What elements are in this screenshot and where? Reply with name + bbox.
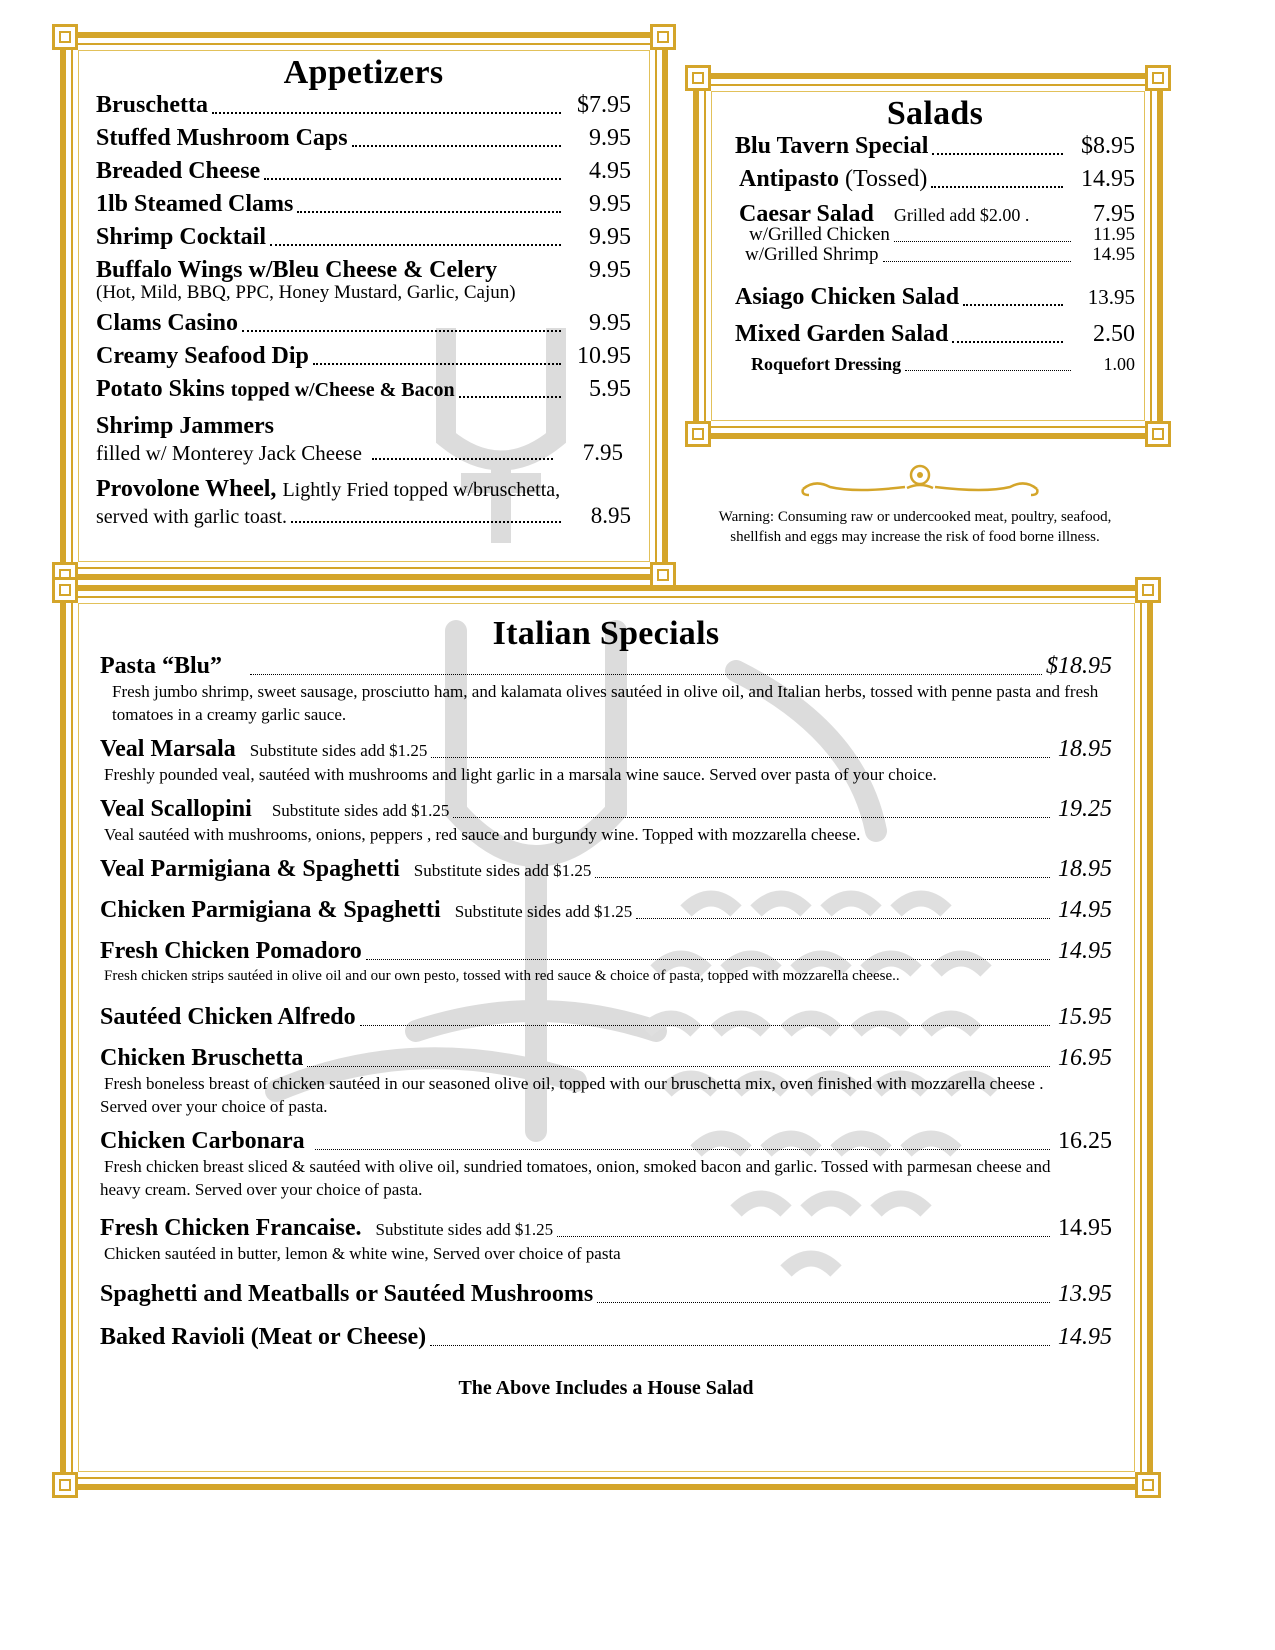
item-description: (Hot, Mild, BBQ, PPC, Honey Mustard, Garlic, Cajun) <box>96 282 516 303</box>
menu-item <box>100 1215 1112 1242</box>
item-price: 19.25 <box>1058 796 1112 822</box>
item-price: 10.95 <box>577 343 631 369</box>
item-price: 7.95 <box>1093 201 1135 227</box>
item-name: Fresh Chicken Francaise. <box>100 1215 362 1241</box>
flourish-ornament-icon <box>795 463 1045 503</box>
menu-item <box>100 1281 1112 1308</box>
leader-dots <box>352 135 561 147</box>
menu-item <box>96 343 631 370</box>
item-name: Veal Parmigiana & Spaghetti <box>100 856 400 882</box>
item-price: 14.95 <box>1058 938 1112 964</box>
item-name: Asiago Chicken Salad <box>735 284 960 310</box>
item-name: Stuffed Mushroom Caps <box>96 125 348 151</box>
item-name: Buffalo Wings w/Bleu Cheese & Celery <box>96 257 498 283</box>
frame-corner <box>1145 65 1171 91</box>
section-title: Appetizers <box>283 54 444 91</box>
item-price: 1.00 <box>1103 354 1135 374</box>
leader-dots <box>963 294 1063 306</box>
menu-item <box>100 856 1112 883</box>
menu-item-sub <box>96 503 631 529</box>
menu-item <box>96 125 631 152</box>
item-price: 14.95 <box>1058 1324 1112 1350</box>
frame-corner <box>52 577 78 603</box>
item-name: w/Grilled Chicken <box>749 224 890 245</box>
item-price: 18.95 <box>1058 856 1112 882</box>
leader-dots <box>453 806 1050 818</box>
item-note: Substitute sides add $1.25 <box>375 1220 554 1239</box>
leader-dots <box>313 353 561 365</box>
menu-item <box>100 938 1112 965</box>
menu-item <box>100 736 1112 763</box>
item-note: (Tossed) <box>845 166 928 192</box>
menu-item <box>96 191 631 218</box>
item-note: Substitute sides add $1.25 <box>454 902 633 921</box>
leader-dots <box>459 386 561 398</box>
menu-item <box>735 244 1135 266</box>
item-name: Shrimp Jammers <box>96 413 274 439</box>
frame-corner <box>650 562 676 588</box>
menu-item <box>100 1128 1112 1155</box>
menu-item <box>735 284 1135 311</box>
item-price: 2.50 <box>1093 321 1135 347</box>
item-name: Pasta “Blu” <box>100 653 223 679</box>
item-name: Chicken Carbonara <box>100 1128 305 1154</box>
item-price: 9.95 <box>589 125 631 151</box>
item-name: Mixed Garden Salad <box>735 321 949 347</box>
leader-dots <box>264 168 561 180</box>
leader-dots <box>212 102 561 114</box>
item-description: Fresh chicken breast sliced & sautéed with olive oil, sundried tomatoes, onion, smoked bacon and garlic. Tossed with parmesan cheese and heavy cream. Served over your choice of pasta. <box>100 1157 1051 1199</box>
menu-item <box>100 1004 1112 1031</box>
item-name: Chicken Parmigiana & Spaghetti <box>100 897 441 923</box>
frame-corner <box>650 24 676 50</box>
leader-dots <box>595 866 1050 878</box>
item-name: Shrimp Cocktail <box>96 224 267 250</box>
menu-item <box>96 310 631 337</box>
item-name: w/Grilled Shrimp <box>745 244 879 265</box>
leader-dots <box>430 1334 1050 1346</box>
leader-dots <box>315 1138 1050 1150</box>
italian-specials-panel <box>60 585 1153 1490</box>
leader-dots <box>636 907 1050 919</box>
menu-item <box>96 224 631 251</box>
item-name: Blu Tavern Special <box>735 133 929 159</box>
item-name: Veal Scallopini <box>100 796 252 822</box>
leader-dots <box>905 362 1071 371</box>
salads-list <box>735 95 1135 375</box>
menu-item <box>96 413 631 440</box>
menu-item <box>100 897 1112 924</box>
frame-corner <box>1135 1472 1161 1498</box>
item-name: Potato Skins <box>96 376 225 402</box>
frame-corner <box>1135 577 1161 603</box>
item-description: Veal sautéed with mushrooms, onions, peppers , red sauce and burgundy wine. Topped with mozzarella cheese. <box>104 825 861 844</box>
leader-dots <box>557 1225 1050 1237</box>
leader-dots <box>291 513 561 523</box>
item-name: Breaded Cheese <box>96 158 261 184</box>
item-price: 9.95 <box>589 191 631 217</box>
leader-dots <box>894 232 1071 242</box>
item-price: 11.95 <box>1092 224 1135 245</box>
item-name: Sautéed Chicken Alfredo <box>100 1004 356 1030</box>
item-note: Substitute sides add $1.25 <box>249 741 428 760</box>
menu-item <box>96 376 631 403</box>
frame-corner <box>685 421 711 447</box>
frame-corner <box>685 65 711 91</box>
item-description: Chicken sautéed in butter, lemon & white wine, Served over choice of pasta <box>104 1244 621 1263</box>
menu-item-sub <box>96 440 631 466</box>
menu-item <box>96 476 631 503</box>
leader-dots <box>366 948 1050 960</box>
item-price: 14.95 <box>1058 897 1112 923</box>
item-description: Fresh chicken strips sautéed in olive oil and our own pesto, tossed with red sauce & choice of pasta, topped with mozzarella cheese.. <box>104 968 900 984</box>
menu-item <box>96 158 631 185</box>
item-description: Freshly pounded veal, sautéed with mushrooms and light garlic in a marsala wine sauce. Served over pasta of your choice. <box>104 765 937 784</box>
item-price: 4.95 <box>589 158 631 184</box>
menu-item <box>735 321 1135 348</box>
leader-dots <box>250 663 1042 675</box>
menu-item <box>100 1324 1112 1351</box>
item-name: Creamy Seafood Dip <box>96 343 309 369</box>
item-price: $8.95 <box>1081 133 1135 159</box>
menu-item <box>735 133 1135 160</box>
item-name: Veal Marsala <box>100 736 236 762</box>
item-name: Clams Casino <box>96 310 239 336</box>
item-name: Fresh Chicken Pomadoro <box>100 938 362 964</box>
frame-corner <box>52 24 78 50</box>
item-description: filled w/ Monterey Jack Cheese <box>96 441 362 465</box>
item-price: 7.95 <box>582 440 623 465</box>
item-note: Substitute sides add $1.25 <box>413 861 592 880</box>
menu-item <box>735 354 1135 375</box>
menu-item <box>96 92 631 119</box>
menu-item <box>100 1045 1112 1072</box>
item-price: 16.25 <box>1058 1128 1112 1154</box>
section-title: Italian Specials <box>492 615 720 652</box>
item-description: Fresh jumbo shrimp, sweet sausage, prosciutto ham, and kalamata olives sautéed in olive oil, and Italian herbs, tossed with penne pasta and fresh tomatoes in a creamy garlic sauce. <box>112 682 1099 724</box>
item-price: 14.95 <box>1092 244 1135 265</box>
appetizers-list <box>96 54 631 529</box>
item-name: Caesar Salad <box>739 201 874 227</box>
item-name: Bruschetta <box>96 92 208 118</box>
item-note: Lightly Fried topped w/bruschetta, <box>282 479 561 501</box>
item-price: 16.95 <box>1058 1045 1112 1071</box>
item-price: 18.95 <box>1058 736 1112 762</box>
item-name: Baked Ravioli (Meat or Cheese) <box>100 1324 427 1350</box>
frame-corner <box>1145 421 1171 447</box>
item-name: 1lb Steamed Clams <box>96 191 294 217</box>
leader-dots <box>952 331 1063 343</box>
item-price: $7.95 <box>577 92 631 118</box>
item-price: 9.95 <box>589 257 631 283</box>
salads-panel <box>693 73 1163 439</box>
item-price: 9.95 <box>589 310 631 336</box>
leader-dots <box>307 1055 1050 1067</box>
leader-dots <box>931 176 1063 188</box>
item-note: topped w/Cheese & Bacon <box>230 379 455 401</box>
item-name: Antipasto <box>739 166 840 192</box>
item-price: 14.95 <box>1058 1215 1112 1241</box>
leader-dots <box>883 252 1071 262</box>
food-safety-warning: Warning: Consuming raw or undercooked meat, poultry, seafood, shellfish and eggs may increase the risk of food borne illness. <box>718 509 1112 545</box>
item-price: 8.95 <box>590 503 631 528</box>
house-salad-note: The Above Includes a House Salad <box>458 1377 754 1399</box>
item-price: 14.95 <box>1081 166 1135 192</box>
item-price: 15.95 <box>1058 1004 1112 1030</box>
leader-dots <box>372 450 553 461</box>
menu-item <box>100 796 1112 823</box>
item-name: Provolone Wheel, <box>96 476 277 502</box>
menu-item <box>100 653 1112 680</box>
menu-item <box>96 257 631 284</box>
section-title: Salads <box>886 95 984 132</box>
leader-dots <box>270 234 561 246</box>
appetizers-panel <box>60 32 668 580</box>
item-note: Substitute sides add $1.25 <box>271 801 450 820</box>
item-price: 9.95 <box>589 224 631 250</box>
item-price: $18.95 <box>1046 653 1112 679</box>
item-price: 13.95 <box>1058 1281 1112 1307</box>
item-name: Roquefort Dressing <box>751 354 902 374</box>
menu-item <box>735 224 1135 246</box>
item-description: served with garlic toast. <box>96 506 288 528</box>
leader-dots <box>431 746 1050 758</box>
item-name: Chicken Bruschetta <box>100 1045 304 1071</box>
leader-dots <box>297 201 561 213</box>
item-price: 5.95 <box>589 376 631 402</box>
item-name: Spaghetti and Meatballs or Sautéed Mushrooms <box>100 1281 594 1307</box>
italian-specials-list <box>100 615 1112 1400</box>
leader-dots <box>242 320 561 332</box>
frame-corner <box>52 1472 78 1498</box>
item-note: Grilled add $2.00 . <box>893 205 1030 225</box>
item-description: Fresh boneless breast of chicken sautéed in our seasoned olive oil, topped with our bruschetta mix, oven finished with mozzarella cheese . Served over your choice of pasta. <box>100 1074 1044 1116</box>
leader-dots <box>360 1014 1050 1026</box>
menu-item <box>735 166 1135 193</box>
leader-dots <box>597 1291 1050 1303</box>
leader-dots <box>932 143 1063 155</box>
item-price: 13.95 <box>1087 285 1135 309</box>
